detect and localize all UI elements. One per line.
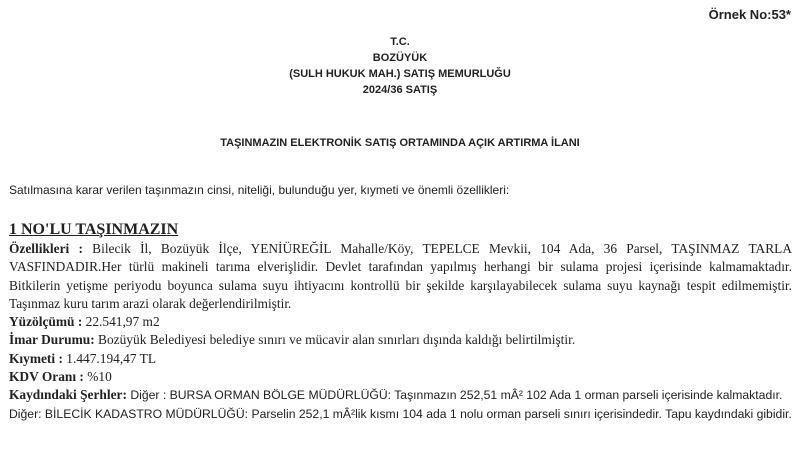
header-line-case: 2024/36 SATIŞ xyxy=(362,84,438,96)
property-title: 1 NO'LU TAŞINMAZIN xyxy=(9,221,179,238)
features-label: Özellikleri : xyxy=(9,241,83,256)
vat-line xyxy=(9,368,792,386)
office-header xyxy=(0,34,800,98)
area-label: Yüzölçümü : xyxy=(9,314,83,330)
area-line xyxy=(9,313,792,331)
property-section xyxy=(9,220,792,423)
announcement-title: TAŞINMAZIN ELEKTRONİK SATIŞ ORTAMINDA AÇIK ARTIRMA İLANI xyxy=(220,137,580,149)
area-value: 22.541,97 m2 xyxy=(82,314,160,330)
zoning-label: İmar Durumu: xyxy=(9,332,95,348)
vat-value: %10 xyxy=(83,369,112,385)
header-line-tc: T.C. xyxy=(390,36,410,48)
form-number: Örnek No:53* xyxy=(708,7,791,22)
record-2: Diğer: BİLECİK KADASTRO MÜDÜRLÜĞÜ: Parselin 252,1 mÂ²lik kısmı 104 ada 1 nolu orman parseli sınırı içerisindedir. Tapu kaydındaki gibidir. xyxy=(9,406,792,421)
vat-label: KDV Oranı : xyxy=(9,369,84,385)
value-label: Kıymeti : xyxy=(9,350,63,366)
records-label: Kaydındaki Şerhler: xyxy=(9,387,127,403)
features-paragraph xyxy=(9,240,792,313)
header-line-office: (SULH HUKUK MAH.) SATIŞ MEMURLUĞU xyxy=(289,68,511,80)
intro-text: Satılmasına karar verilen taşınmazın cinsi, niteliği, bulunduğu yer, kıymeti ve önemli özellikleri: xyxy=(9,183,510,197)
zoning-value: Bozüyük Belediyesi belediye sınırı ve mücavir alan sınırları dışında kaldığı belirtilmiştir. xyxy=(94,332,576,348)
features-text: Bilecik İl, Bozüyük İlçe, YENİÜREĞİL Mahalle/Köy, TEPELCE Mevkii, 104 Ada, 36 Parsel, TAŞINMAZ TARLA VASFINDADIR.Her türlü makineli tarıma elverişlidir. Devlet tarafından yapılmış herhangi bir sulama projesi içerisinde kalmamaktadır. Bitkilerin yetişme periyodu boyunca sulama suyu ihtiyacını kontrollü bir şekilde karşılayabilecek sulama suyu kaynağı tespit edilmemiştir. Taşınmaz kuru tarım arazi olarak değerlendirilmiştir. xyxy=(9,241,792,311)
value-line xyxy=(9,350,792,368)
value-amount: 1.447.194,47 TL xyxy=(62,350,157,366)
zoning-line xyxy=(9,331,792,349)
header-line-city: BOZÜYÜK xyxy=(372,52,428,64)
record-1: Diğer : BURSA ORMAN BÖLGE MÜDÜRLÜĞÜ: Taşınmazın 252,51 mÂ² 102 Ada 1 orman parseli içerisinde kalmaktadır. xyxy=(126,388,783,403)
records-line xyxy=(9,386,792,404)
